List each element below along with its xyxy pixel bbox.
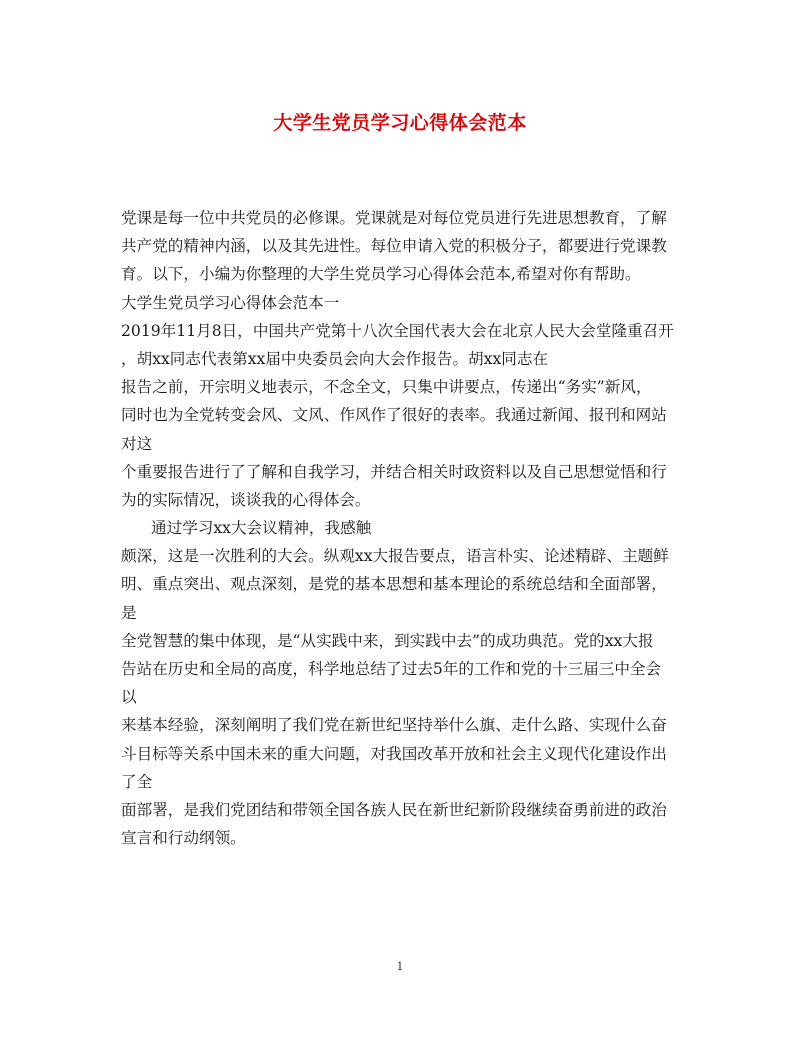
body-line: 通过学习xx大会议精神，我感触	[151, 519, 372, 538]
body-line: 是	[121, 603, 137, 622]
body-line: 告站在历史和全局的高度，科学地总结了过去5年的工作和党的十三届三中全会	[121, 660, 662, 678]
body-line: 报告之前，开宗明义地表示，不念全文，只集中讲要点，传递出“务实”新风，	[121, 378, 652, 397]
body-line: 来基本经验，深刻阐明了我们党在新世纪坚持举什么旗、走什么路、实现什么奋	[121, 716, 667, 735]
body-line: 颇深，这是一次胜利的大会。纵观xx大报告要点，语言朴实、论述精辟、主题鲜	[121, 547, 669, 566]
section-heading: 大学生党员学习心得体会范本一	[121, 293, 340, 312]
body-line: 明、重点突出、观点深刻，是党的基本思想和基本理论的系统总结和全面部署，	[121, 575, 667, 594]
body-line: 党课是每一位中共党员的必修课。党课就是对每位党员进行先进思想教育，了解	[121, 209, 667, 227]
body-line: 全党智慧的集中体现，是“从实践中来，到实践中去”的成功典范。党的xx大报	[121, 631, 654, 650]
body-line: 育。以下，小编为你整理的大学生党员学习心得体会范本,希望对你有帮助。	[121, 265, 641, 284]
body-line: 面部署，是我们党团结和带领全国各族人民在新世纪新阶段继续奋勇前进的政治	[121, 800, 667, 819]
body-line: 斗目标等关系中国未来的重大问题，对我国改革开放和社会主义现代化建设作出	[121, 744, 667, 763]
document-title: 大学生党员学习心得体会范本	[273, 112, 527, 134]
document-body	[121, 204, 681, 852]
page-number: 1	[396, 960, 404, 973]
body-line: 为的实际情况，谈谈我的心得体会。	[121, 490, 371, 509]
body-line: ，胡xx同志代表第xx届中央委员会向大会作报告。胡xx同志在	[121, 349, 549, 368]
body-line: 个重要报告进行了了解和自我学习，并结合相关时政资料以及自己思想觉悟和行	[121, 462, 667, 481]
body-line: 同时也为全党转变会风、文风、作风作了很好的表率。我通过新闻、报刊和网站	[121, 406, 667, 425]
body-line: 对这	[121, 434, 153, 453]
body-line: 2019年11月8日，中国共产党第十八次全国代表大会在北京人民大会堂隆重召开	[121, 321, 674, 340]
body-line: 以	[121, 688, 137, 707]
body-line: 宣言和行动纲领。	[121, 829, 246, 848]
body-line: 了全	[121, 772, 153, 791]
body-line: 共产党的精神内涵，以及其先进性。每位申请入党的积极分子，都要进行党课教	[121, 237, 667, 256]
